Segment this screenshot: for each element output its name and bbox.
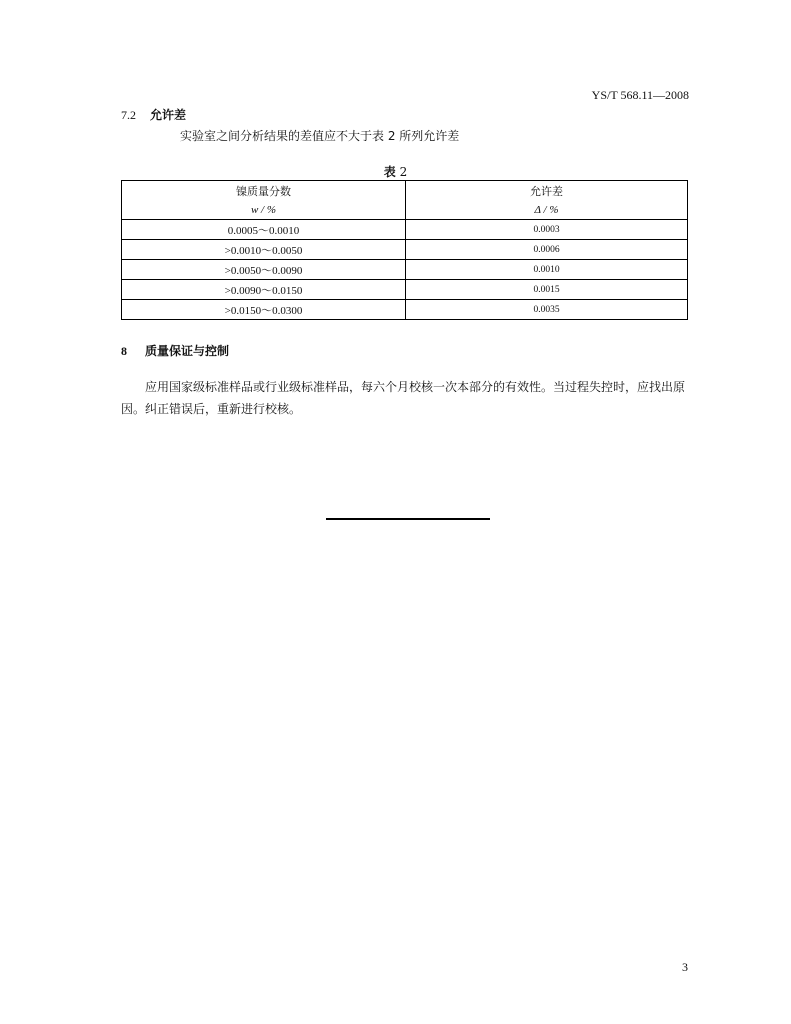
range-cell: >0.0010～0.0050 (122, 240, 406, 260)
tolerance-cell: 0.0010 (406, 260, 688, 280)
table-row (122, 280, 688, 300)
tolerance-cell: 0.0035 (406, 300, 688, 320)
page-number: 3 (682, 960, 688, 974)
range-cell: >0.0090～0.0150 (122, 280, 406, 300)
section-number: 7.2 (121, 108, 136, 122)
range-cell: >0.0150～0.0300 (122, 300, 406, 320)
table-row (122, 220, 688, 240)
unit-tolerance: Δ / % (406, 200, 688, 220)
header-tolerance: 允许差 (530, 184, 563, 198)
section-8-heading (121, 342, 229, 359)
tolerance-cell: 0.0003 (406, 220, 688, 240)
table-caption-word: 表 (383, 165, 396, 179)
section-title: 允许差 (150, 108, 187, 122)
table-row (122, 240, 688, 260)
section-7-2-text: 实验室之间分析结果的差值应不大于表 2 所列允许差 (180, 129, 460, 143)
range-cell: >0.0050～0.0090 (122, 260, 406, 280)
tolerance-cell: 0.0015 (406, 280, 688, 300)
range-cell: 0.0005～0.0010 (122, 220, 406, 240)
end-of-document-rule (326, 518, 490, 520)
table-row (122, 300, 688, 320)
tolerance-cell: 0.0006 (406, 240, 688, 260)
section-8-text: 应用国家级标准样品或行业级标准样品，每六个月校核一次本部分的有效性。当过程失控时，应找出原因。纠正错误后，重新进行校核。 (121, 380, 686, 416)
table-caption-number: 2 (399, 165, 408, 179)
section-title: 质量保证与控制 (145, 344, 230, 358)
table-unit-row (122, 200, 688, 220)
section-7-2-heading (121, 106, 186, 123)
standard-code: YS/T 568.11—2008 (591, 88, 689, 102)
tolerance-table (121, 180, 688, 320)
table-row (122, 260, 688, 280)
header-nickel-mass-fraction: 镍质量分数 (122, 181, 406, 201)
section-number: 8 (121, 344, 127, 358)
unit-mass-fraction: w / % (122, 200, 406, 220)
table-caption (0, 163, 791, 180)
table-header-row (122, 181, 688, 201)
